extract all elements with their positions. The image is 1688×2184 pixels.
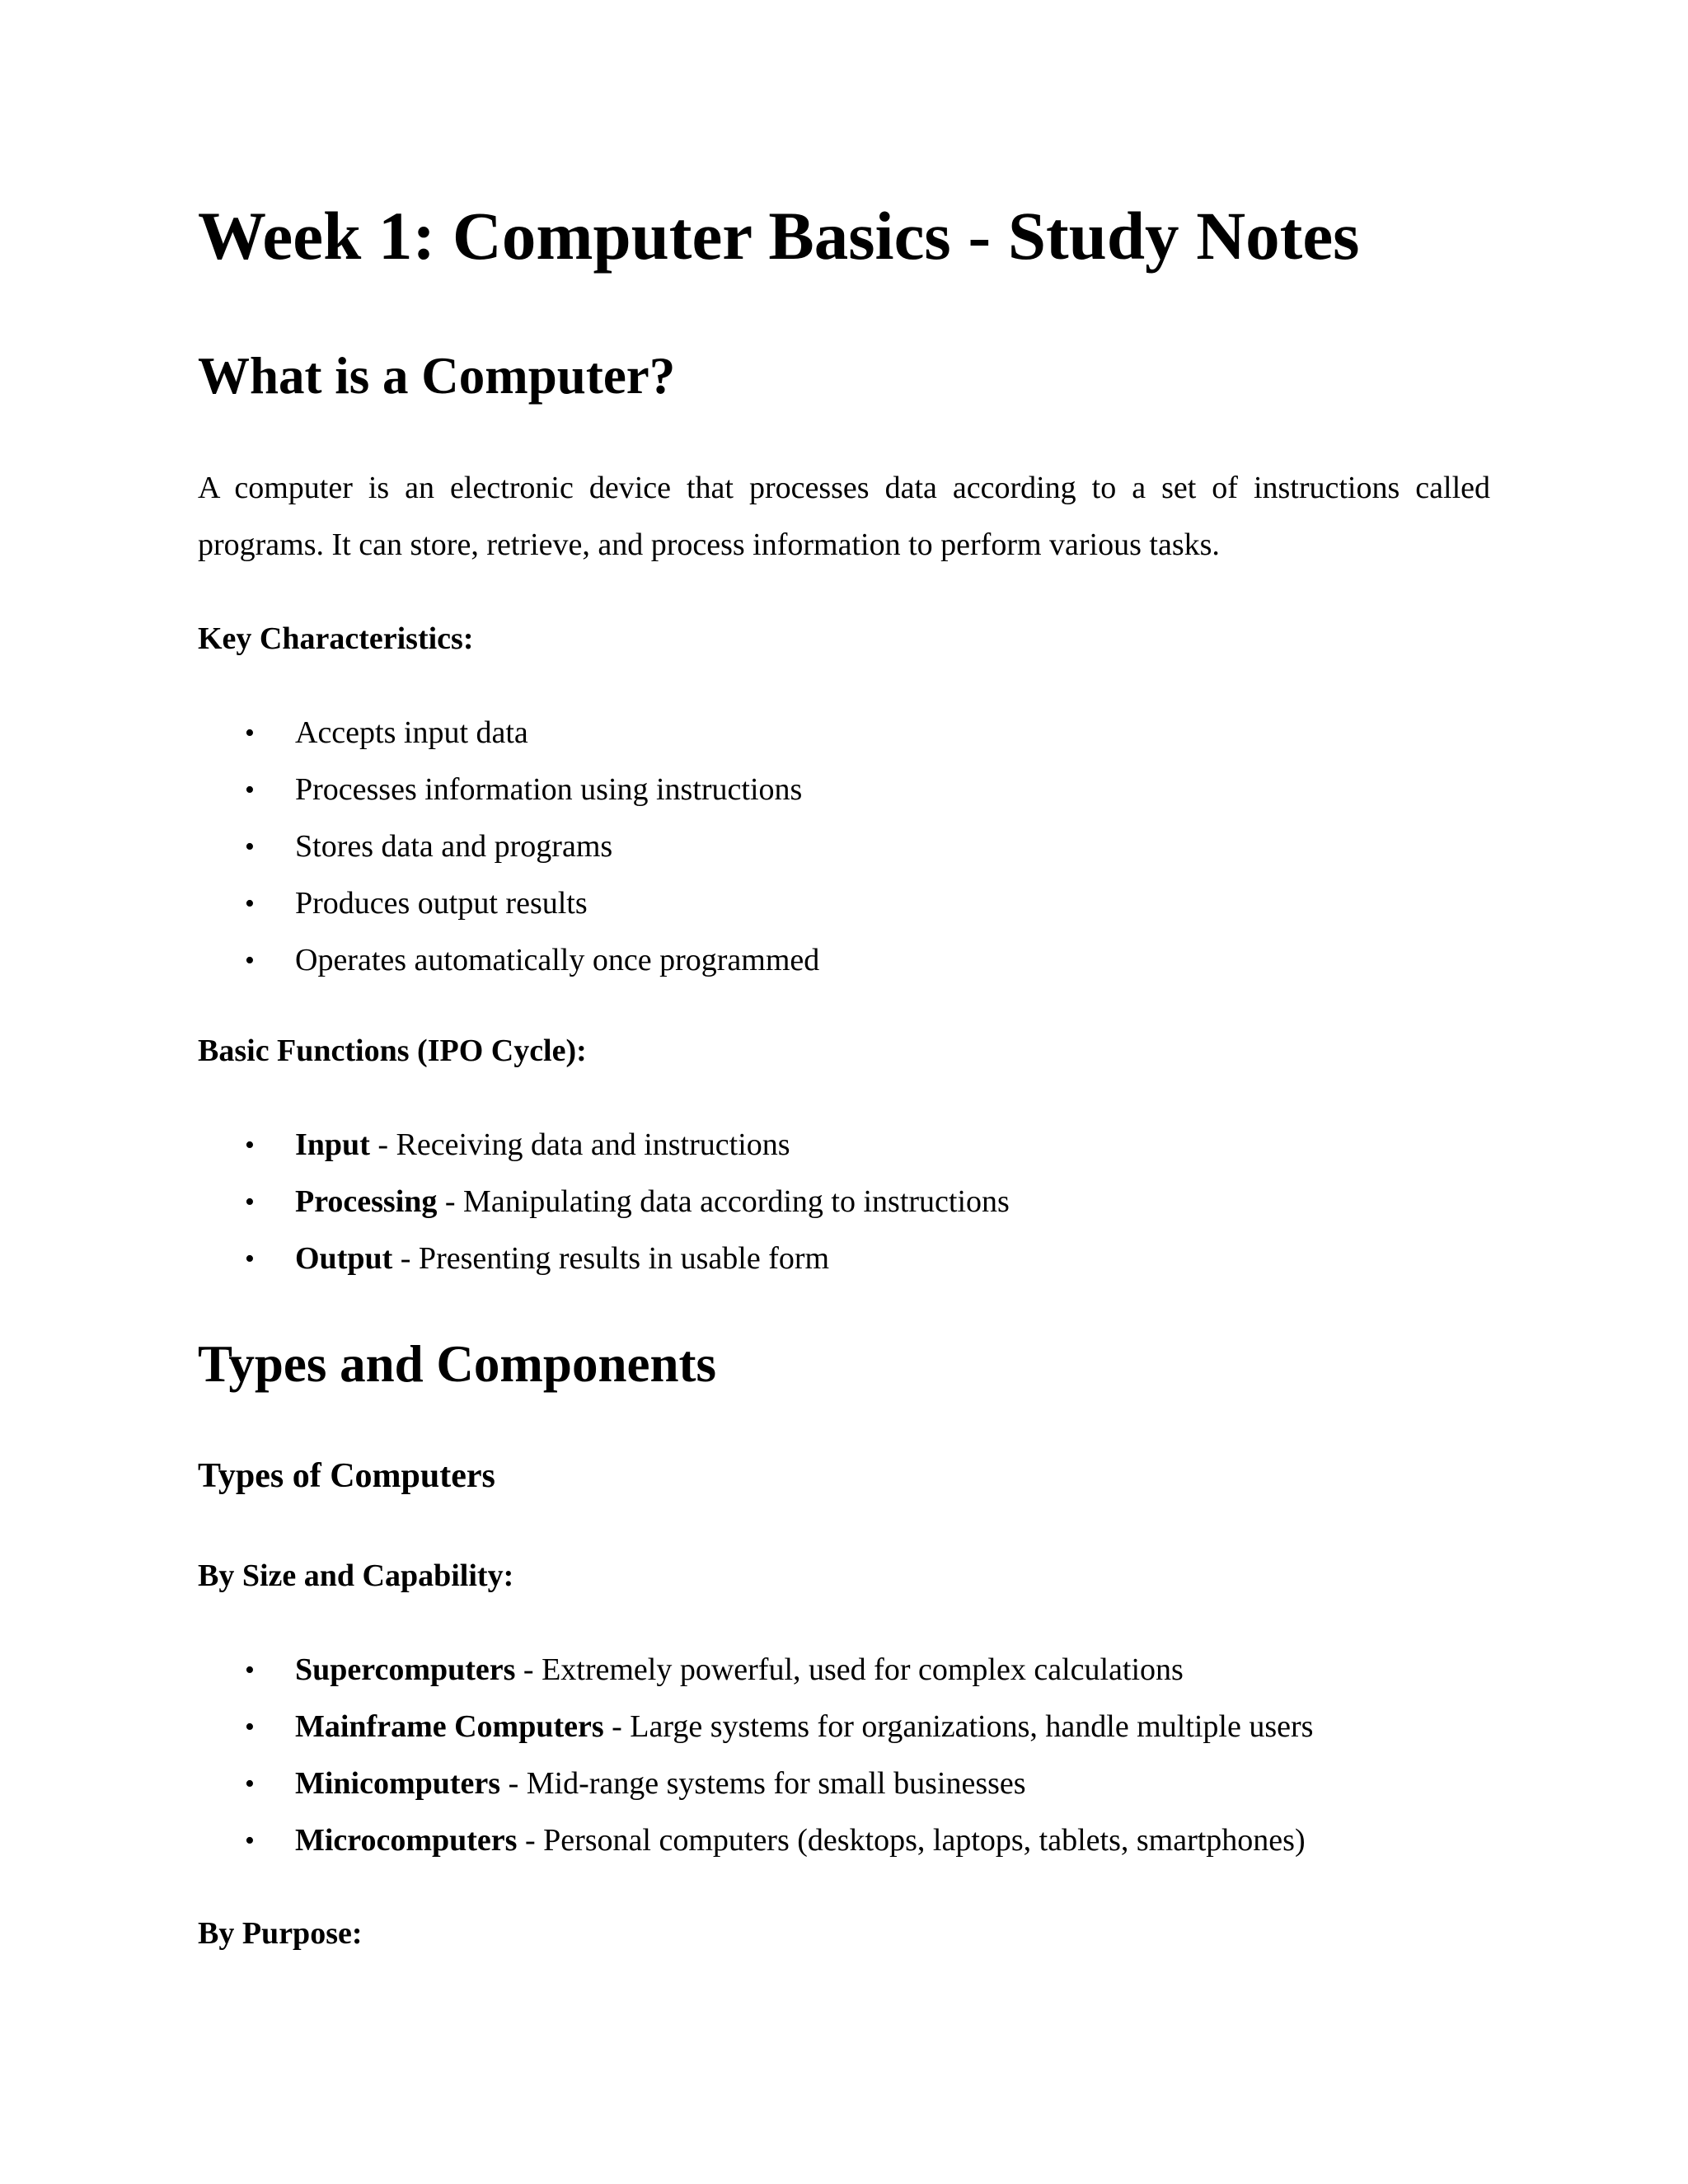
list-item [198, 875, 819, 932]
list-item [198, 932, 819, 989]
heading-types-and-components: Types and Components [198, 1335, 716, 1393]
list-item-description: - Receiving data and instructions [369, 1127, 790, 1162]
page-title: Week 1: Computer Basics - Study Notes [198, 198, 1360, 274]
list-item-term: Output [295, 1241, 393, 1276]
list-item [198, 1755, 1313, 1812]
heading-what-is-a-computer: What is a Computer? [198, 347, 676, 405]
list-item [198, 1230, 1010, 1287]
list-item-term: Supercomputers [295, 1652, 516, 1687]
bullet-icon: • [245, 945, 255, 976]
intro-paragraph-line-1: A computer is an electronic device that processes data according to a set of instructions called [198, 471, 1490, 505]
bullet-icon: • [245, 1712, 255, 1742]
list-item [198, 705, 819, 762]
bullet-icon: • [245, 1130, 255, 1160]
list-item [198, 818, 819, 875]
list-item-text: Processes information using instructions [295, 772, 803, 807]
list-item-description: - Manipulating data according to instructions [437, 1184, 1010, 1219]
bullet-icon: • [245, 1769, 255, 1799]
basic-functions-label: Basic Functions (IPO Cycle): [198, 1033, 587, 1068]
list-item [198, 1174, 1010, 1230]
list-item [198, 762, 819, 818]
bullet-icon: • [245, 1825, 255, 1856]
list-item [198, 1699, 1313, 1755]
bullet-icon: • [245, 718, 255, 748]
list-item-term: Mainframe Computers [295, 1709, 604, 1744]
list-item-text: Produces output results [295, 886, 588, 921]
by-size-label: By Size and Capability: [198, 1558, 514, 1593]
list-item-term: Input [295, 1127, 370, 1162]
list-item [198, 1812, 1313, 1869]
list-item-description: - Extremely powerful, used for complex calculations [515, 1652, 1184, 1687]
list-item-text: Stores data and programs [295, 829, 613, 864]
list-item-text: Accepts input data [295, 715, 528, 750]
list-item-description: - Presenting results in usable form [392, 1241, 830, 1276]
list-item-text: Operates automatically once programmed [295, 943, 820, 977]
list-item-description: - Mid-range systems for small businesses [500, 1766, 1026, 1801]
list-item-term: Minicomputers [295, 1766, 501, 1801]
intro-paragraph [198, 460, 1490, 574]
by-size-list [198, 1642, 1313, 1869]
list-item-description: - Personal computers (desktops, laptops, tablets, smartphones) [517, 1823, 1306, 1858]
heading-types-of-computers: Types of Computers [198, 1457, 495, 1495]
bullet-icon: • [245, 1187, 255, 1217]
key-characteristics-label: Key Characteristics: [198, 621, 474, 656]
bullet-icon: • [245, 1244, 255, 1274]
by-purpose-label: By Purpose: [198, 1916, 363, 1951]
intro-paragraph-line-2: programs. It can store, retrieve, and process information to perform various tasks. [198, 527, 1220, 562]
list-item-term: Microcomputers [295, 1823, 518, 1858]
bullet-icon: • [245, 1655, 255, 1685]
list-item [198, 1642, 1313, 1699]
basic-functions-list [198, 1117, 1010, 1287]
list-item-description: - Large systems for organizations, handle multiple users [603, 1709, 1314, 1744]
list-item [198, 1117, 1010, 1174]
key-characteristics-list [198, 705, 819, 989]
list-item-term: Processing [295, 1184, 438, 1219]
bullet-icon: • [245, 888, 255, 919]
bullet-icon: • [245, 775, 255, 805]
bullet-icon: • [245, 832, 255, 862]
